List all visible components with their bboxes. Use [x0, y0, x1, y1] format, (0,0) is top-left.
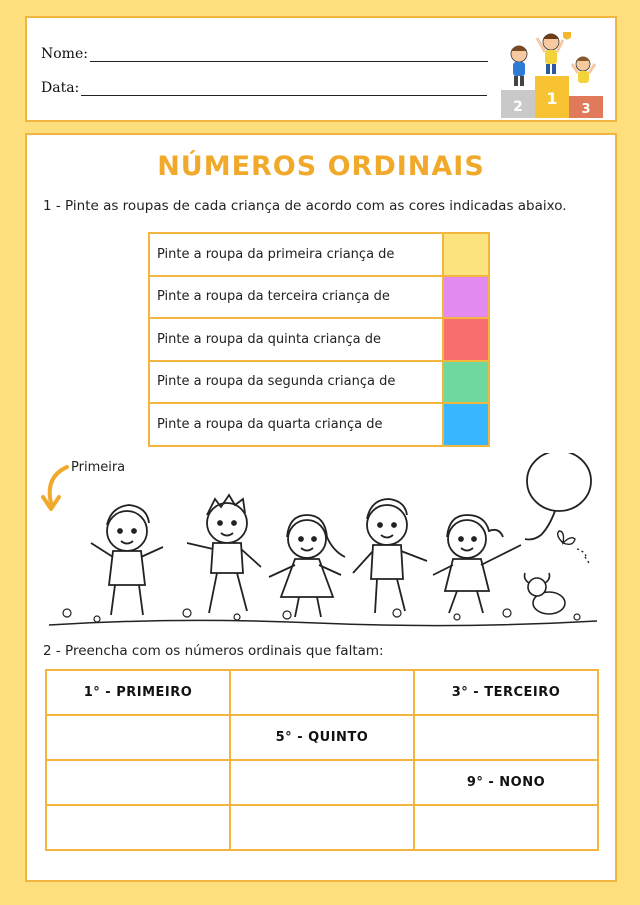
- color-row-text: Pinte a roupa da terceira criança de: [149, 276, 443, 319]
- kid-2-outline: [187, 495, 261, 613]
- ordinals-row: [46, 670, 598, 715]
- kid-5-outline: [433, 515, 521, 613]
- header-box: [25, 16, 617, 122]
- color-row-text: Pinte a roupa da primeira criança de: [149, 233, 443, 276]
- ordinal-blank-cell[interactable]: [46, 805, 230, 850]
- ordinal-blank-cell[interactable]: [414, 715, 598, 760]
- color-row-text: Pinte a roupa da segunda criança de: [149, 361, 443, 404]
- name-line[interactable]: [90, 48, 488, 62]
- exercise1-instruction: 1 - Pinte as roupas de cada criança de acordo com as cores indicadas abaixo.: [43, 198, 567, 214]
- color-row: [149, 233, 489, 276]
- page-title: NÚMEROS ORDINAIS: [157, 151, 485, 182]
- name-label: Nome:: [41, 46, 88, 62]
- date-line[interactable]: [81, 82, 487, 96]
- ordinal-cell: 9° - NONO: [414, 760, 598, 805]
- kid-third-place: [572, 57, 595, 84]
- podium-number-2: 2: [513, 99, 523, 115]
- primeira-label: Primeira: [71, 460, 126, 475]
- name-field[interactable]: [41, 46, 488, 62]
- ordinals-row: [46, 805, 598, 850]
- kid-3-outline: [269, 515, 345, 617]
- dog-outline: [525, 573, 566, 614]
- exercise2-instruction: 2 - Preencha com os números ordinais que faltam:: [43, 643, 384, 659]
- date-field[interactable]: [41, 80, 487, 96]
- color-swatch-purple: [443, 276, 489, 319]
- color-row-text: Pinte a roupa da quinta criança de: [149, 318, 443, 361]
- kid-first-place: [537, 32, 571, 74]
- podium-number-3: 3: [581, 102, 591, 117]
- worksheet-box: [25, 133, 617, 882]
- ordinal-blank-cell[interactable]: [230, 760, 414, 805]
- color-swatch-red: [443, 318, 489, 361]
- kid-1-outline: [91, 505, 163, 615]
- color-row: [149, 276, 489, 319]
- color-swatch-yellow: [443, 233, 489, 276]
- date-label: Data:: [41, 80, 80, 96]
- trophy-icon: [563, 32, 571, 40]
- ordinals-row: [46, 715, 598, 760]
- color-swatch-blue: [443, 403, 489, 446]
- ordinal-blank-cell[interactable]: [414, 805, 598, 850]
- ordinal-cell: 3° - TERCEIRO: [414, 670, 598, 715]
- color-row-text: Pinte a roupa da quarta criança de: [149, 403, 443, 446]
- color-instruction-table: [148, 232, 490, 447]
- ordinal-blank-cell[interactable]: [230, 670, 414, 715]
- children-coloring-illustration[interactable]: [37, 453, 607, 635]
- ordinals-row: [46, 760, 598, 805]
- ordinal-cell: 5° - QUINTO: [230, 715, 414, 760]
- ordinal-cell: 1° - PRIMEIRO: [46, 670, 230, 715]
- podium-illustration: [499, 24, 605, 120]
- kid-second-place: [511, 46, 527, 87]
- ordinals-table: [45, 669, 599, 851]
- butterfly-outline: [558, 531, 589, 563]
- color-swatch-green: [443, 361, 489, 404]
- podium-number-1: 1: [546, 89, 558, 108]
- color-row: [149, 361, 489, 404]
- ordinal-blank-cell[interactable]: [230, 805, 414, 850]
- kid-4-outline: [353, 499, 427, 613]
- ordinal-blank-cell[interactable]: [46, 760, 230, 805]
- ordinal-blank-cell[interactable]: [46, 715, 230, 760]
- balloon-outline: [525, 453, 591, 540]
- color-row: [149, 403, 489, 446]
- color-row: [149, 318, 489, 361]
